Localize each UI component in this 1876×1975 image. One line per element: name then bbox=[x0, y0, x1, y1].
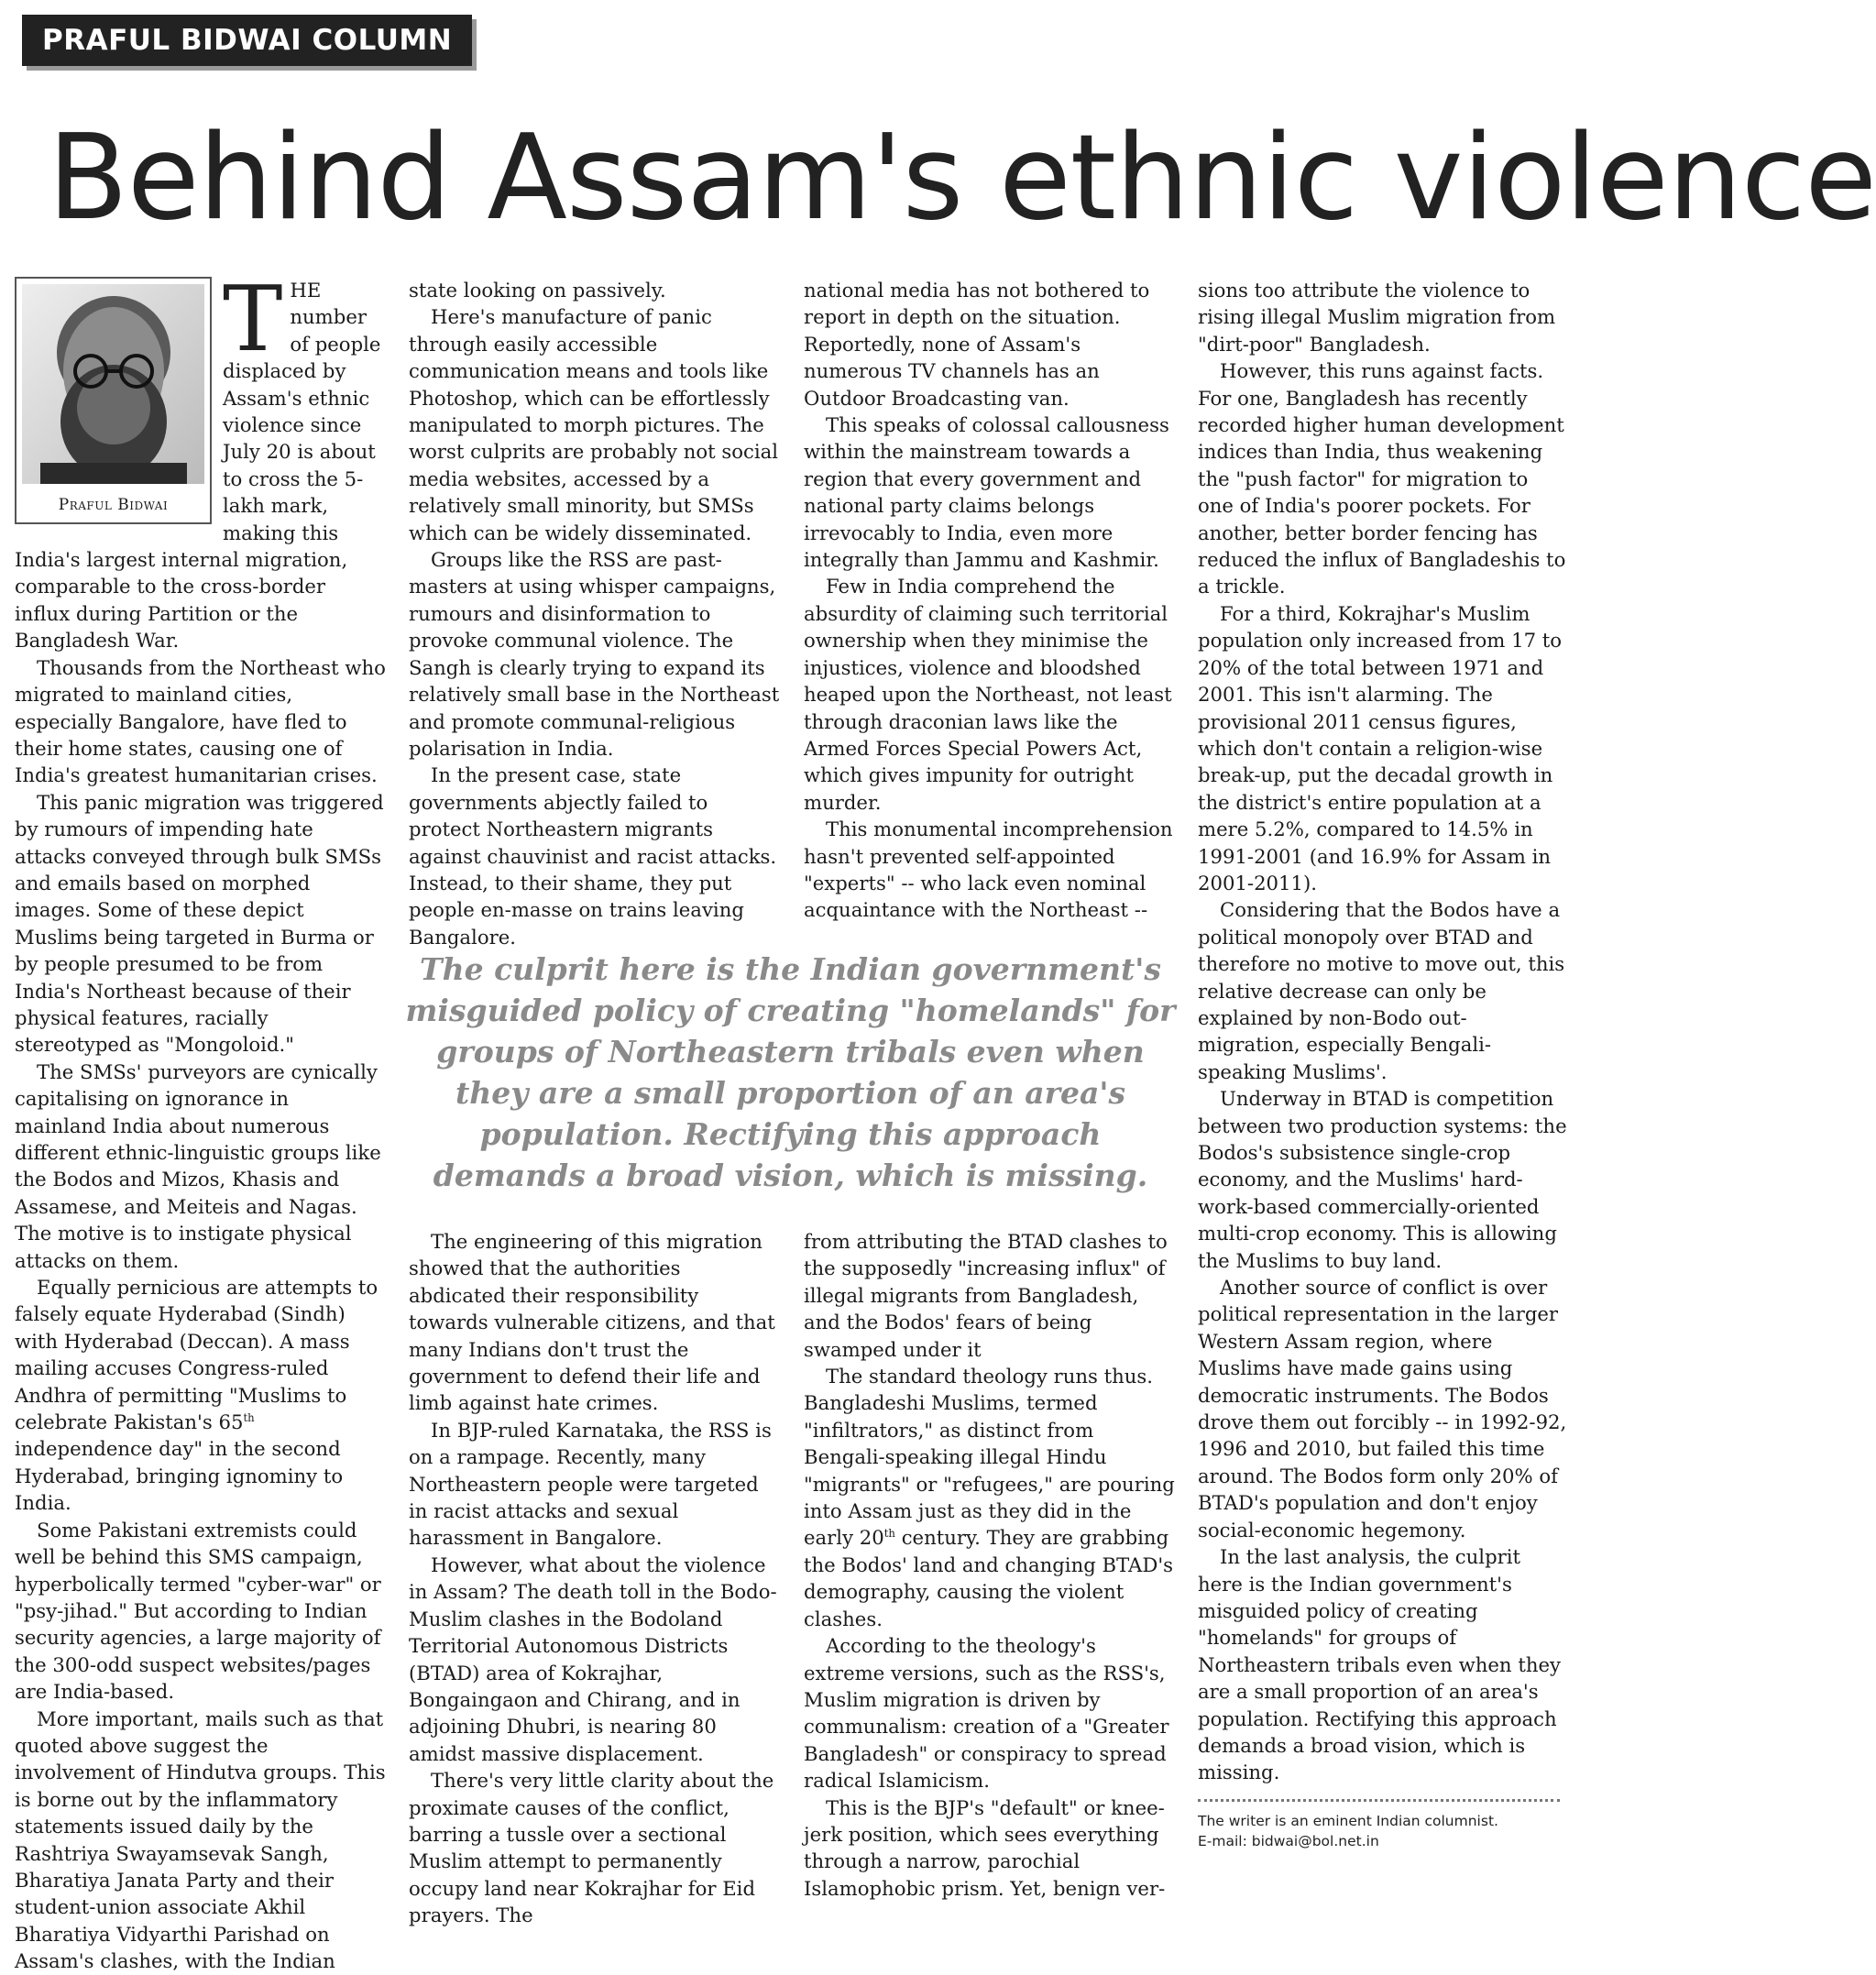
paragraph: In the present case, state governments abjectly failed to protect Northeastern migrants against chauvinist and racist attacks. Instead, to their shame, they put people en-masse on trains leaving Bangalore. bbox=[409, 763, 777, 949]
author-portrait-icon bbox=[22, 284, 204, 484]
paragraph: from attributing the BTAD clashes to the supposedly "increasing influx" of illegal migrants from Bangladesh, and the Bodos' fears of being swamped under it bbox=[804, 1230, 1168, 1361]
paragraph-text: The standard theology runs thus. Bangladeshi Muslims, termed "infiltrators," as distinct from Bengali-speaking illegal Hindu "migrants" or "refugees," are pouring into Assam just as they did in the early 20 bbox=[804, 1365, 1175, 1550]
paragraph: Thousands from the Northeast who migrated to mainland cities, especially Bangalore, have fled to their home states, causing one of India's greatest humanitarian crises. bbox=[15, 655, 386, 787]
headline: Behind Assam's ethnic violence bbox=[48, 110, 1876, 247]
photo-caption: Praful Bidwai bbox=[58, 495, 169, 514]
paragraph: More important, mails such as that quoted above suggest the involvement of Hindutva groups. This is borne out by the inflammatory statements issued daily by the Rashtriya Swayamsevak Sangh, Bharatiya Janata Party and their student-union associate Akhil Bharatiya Vidyarthi Parishad on Assam's clashes, with the Indian bbox=[15, 1706, 386, 1973]
author-bio: The writer is an eminent Indian columnist. bbox=[1198, 1813, 1498, 1829]
article-column-3-bottom bbox=[804, 1228, 1175, 1902]
paragraph: This panic migration was triggered by rumours of impending hate attacks conveyed through bulk SMSs and emails based on morphed images. Some of these depict Muslims being targeted in Burma or by people presumed to be from India's Northeast because of their physical features, racially stereotyped as "Mongoloid." bbox=[15, 790, 384, 1057]
paragraph: Groups like the RSS are past-masters at using whisper campaigns, rumours and disinformation to provoke communal violence. The Sangh is clearly trying to expand its relatively small base in the Northeast and promote communal-religious polarisation in India. bbox=[409, 548, 780, 760]
article-column-2-bottom bbox=[409, 1228, 780, 1929]
article-column-3-top bbox=[804, 277, 1175, 924]
article-column-2-top bbox=[409, 277, 780, 950]
paragraph bbox=[804, 1363, 1175, 1632]
paragraph: However, this runs against facts. For one, Bangladesh has recently recorded higher human development indices than India, thus weakening the "push factor" for migration to one of India's poorer pockets. For another, better border fencing has reduced the influx of Bangladeshis to a trickle. bbox=[1198, 359, 1566, 598]
author-email[interactable]: E-mail: bidwai@bol.net.in bbox=[1198, 1833, 1379, 1849]
article-column-1 bbox=[15, 268, 386, 1975]
paragraph: Considering that the Bodos have a political monopoly over BTAD and therefore no motive to move out, this relative decrease can only be explained by non-Bodo out-migration, especially Bengali-speaking Muslims'. bbox=[1198, 898, 1565, 1083]
paragraph: The engineering of this migration showed that the authorities abdicated their responsibility towards vulnerable citizens, and that many Indians don't trust the government to defend their life and limb against hate crimes. bbox=[409, 1230, 775, 1415]
paragraph: This speaks of colossal callousness within the mainstream towards a region that every government and national party claims belongs irrevocably to India, even more integrally than Jammu and Kashmir. bbox=[804, 413, 1169, 572]
paragraph: There's very little clarity about the proximate causes of the conflict, barring a tussle over a sectional Muslim attempt to permanently occupy land near Kokrajhar for Eid prayers. The bbox=[409, 1769, 774, 1927]
paragraph: sions too attribute the violence to rising illegal Muslim migration from "dirt-poor" Bangladesh. bbox=[1198, 279, 1556, 356]
paragraph: According to the theology's extreme versions, such as the RSS's, Muslim migration is driven by communalism: creation of a "Greater Bangladesh" or conspiracy to spread radical Islamicism. bbox=[804, 1634, 1169, 1793]
paragraph-text: Equally pernicious are attempts to falsely equate Hyderabad (Sindh) with Hyderabad (Deccan). A mass mailing accuses Congress-ruled Andhra of permitting "Muslims to celebrate Pakistan's 65 bbox=[15, 1276, 378, 1434]
paragraph: Some Pakistani extremists could well be behind this SMS campaign, hyperbolically termed "cyber-war" or "psy-jihad." But according to Indian security agencies, a large majority of the 300-odd suspect websites/pages are India-based. bbox=[15, 1518, 381, 1704]
paragraph bbox=[15, 1274, 386, 1517]
paragraph: HE number of people displaced by Assam's ethnic violence since July 20 is about to cross the 5-lakh mark, making this India's largest internal migration, comparable to the cross-border influx during Partition or the Bangladesh War. bbox=[15, 279, 381, 653]
paragraph: The SMSs' purveyors are cynically capitalising on ignorance in mainland India about numerous different ethnic-linguistic groups like the Bodos and Mizos, Khasis and Assamese, and Meiteis and Nagas. The motive is to instigate physical attacks on them. bbox=[15, 1059, 381, 1272]
paragraph: In BJP-ruled Karnataka, the RSS is on a rampage. Recently, many Northeastern people were targeted in racist attacks and sexual harassment in Bangalore. bbox=[409, 1418, 772, 1550]
superscript: th bbox=[883, 1527, 895, 1541]
column-kicker: PRAFUL BIDWAI COLUMN bbox=[22, 15, 472, 66]
superscript: th bbox=[243, 1411, 255, 1424]
paragraph: This monumental incomprehension hasn't prevented self-appointed "experts" -- who lack even nominal acquaintance with the Northeast -- bbox=[804, 817, 1173, 922]
author-note bbox=[1198, 1811, 1564, 1851]
paragraph-text: century. They are grabbing the Bodos' land and changing BTAD's demography, causing the violent clashes. bbox=[804, 1526, 1174, 1630]
dotted-divider bbox=[1198, 1799, 1560, 1802]
paragraph: This is the BJP's "default" or knee-jerk position, which sees everything through a narrow, parochial Islamophobic prism. Yet, benign ver- bbox=[804, 1795, 1166, 1900]
author-photo bbox=[15, 277, 212, 524]
paragraph: In the last analysis, the culprit here is the Indian government's misguided policy of creating "homelands" for groups of Northeastern tribals even when they are a small proportion of an area's population. Rectifying this approach demands a broad vision, which is missing. bbox=[1198, 1545, 1561, 1784]
paragraph: Another source of conflict is over political representation in the larger Western Assam region, where Muslims have made gains using democratic instruments. The Bodos drove them out forcibly -- in 1992-92, 1996 and 2010, but failed this time around. The Bodos form only 20% of BTAD's population and don't enjoy social-economic hegemony. bbox=[1198, 1276, 1567, 1542]
paragraph: Few in India comprehend the absurdity of claiming such territorial ownership when they minimise the injustices, violence and bloodshed heaped upon the Northeast, not least through draconian laws like the Armed Forces Special Powers Act, which gives impunity for outright murder. bbox=[804, 575, 1172, 814]
pull-quote: The culprit here is the Indian government's misguided policy of creating "homelands" for groups of Northeastern tribals even when they are a small proportion of an area's population. Rectifying this approach demands a broad vision, which is missing. bbox=[405, 951, 1176, 1193]
drop-cap: T bbox=[223, 268, 283, 372]
article-column-4 bbox=[1198, 277, 1569, 1786]
paragraph-text: independence day" in the second Hyderabad, bringing ignominy to India. bbox=[15, 1437, 344, 1515]
paragraph: For a third, Kokrajhar's Muslim population only increased from 17 to 20% of the total between 1971 and 2001. This isn't alarming. The provisional 2011 census figures, which don't contain a religion-wise break-up, put the decadal growth in the district's entire population at a mere 5.2%, compared to 14.5% in 1991-2001 (and 16.9% for Assam in 2001-2011). bbox=[1198, 601, 1563, 894]
paragraph: national media has not bothered to report in depth on the situation. Reportedly, none of Assam's numerous TV channels has an Outdoor Broadcasting van. bbox=[804, 279, 1150, 410]
paragraph: However, what about the violence in Assam? The death toll in the Bodo-Muslim clashes in the Bodoland Territorial Autonomous Districts (BTAD) area of Kokrajhar, Bongaingaon and Chirang, and in adjoining Dhubri, is nearing 80 amidst massive displacement. bbox=[409, 1553, 777, 1765]
paragraph: Underway in BTAD is competition between two production systems: the Bodos's subsistence single-crop economy, and the Muslims' hard-work-based commercially-oriented multi-crop economy. This is allowing the Muslims to buy land. bbox=[1198, 1087, 1567, 1272]
paragraph: state looking on passively. bbox=[409, 279, 666, 302]
paragraph: Here's manufacture of panic through easily accessible communication means and tools like Photoshop, which can be effortlessly manipulated to morph pictures. The worst culprits are probably not social media websites, accessed by a relatively small minority, but SMSs which can be widely disseminated. bbox=[409, 305, 779, 544]
